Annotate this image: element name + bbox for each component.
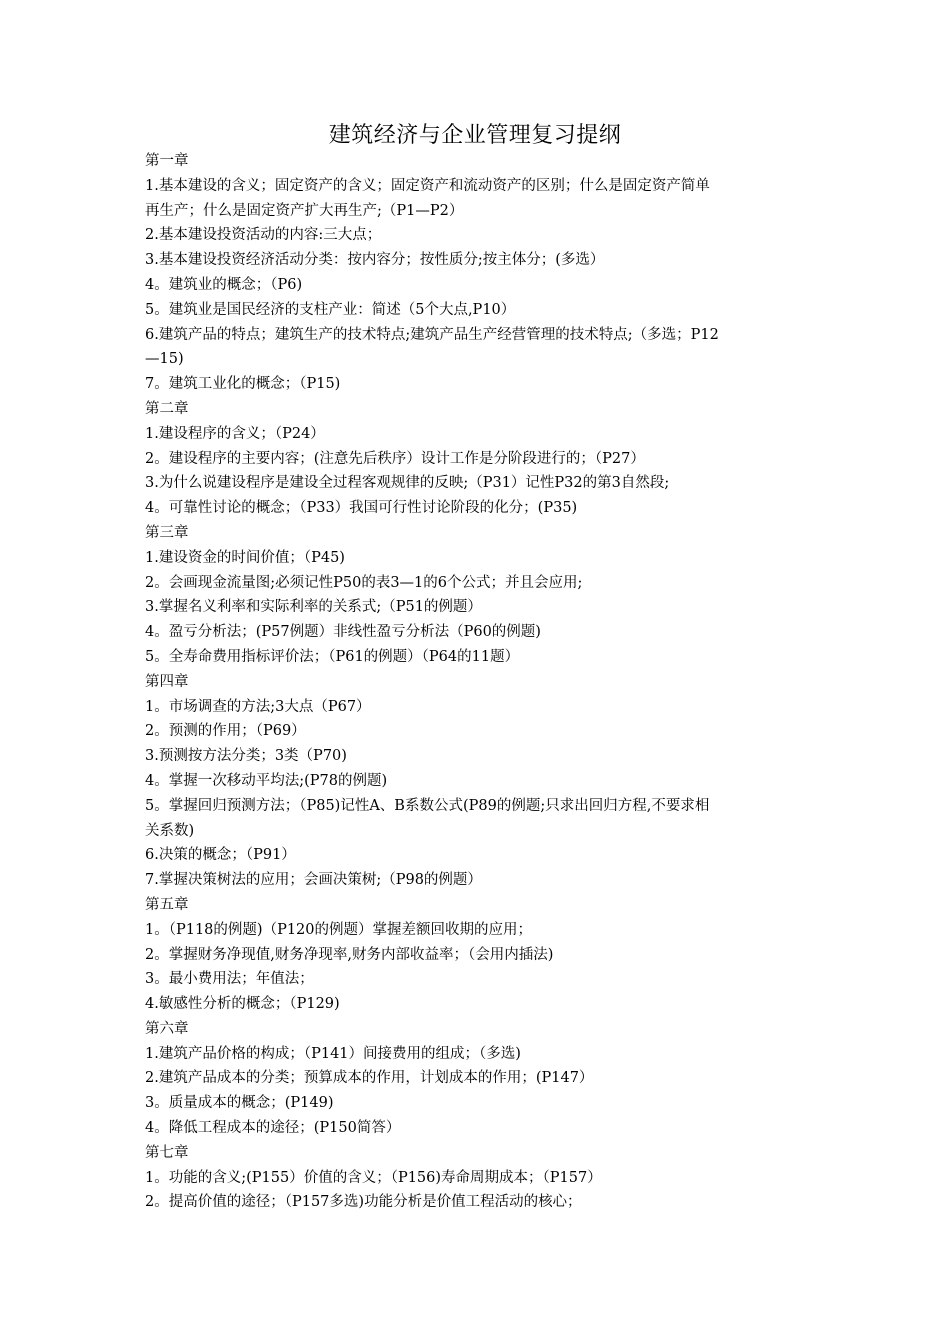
outline-line: 再生产；什么是固定资产扩大再生产;（P1—P2） <box>145 202 464 219</box>
outline-line: 3.基本建设投资经济活动分类：按内容分；按性质分;按主体分；(多选） <box>145 252 605 269</box>
outline-line: —15) <box>145 351 184 368</box>
outline-line: 4。掌握一次移动平均法;(P78的例题) <box>145 772 388 789</box>
chapter-heading: 第四章 <box>145 673 189 690</box>
chapter-heading: 第二章 <box>145 400 189 417</box>
outline-line: 1。功能的含义;(P155）价值的含义；（P156)寿命周期成本；（P157） <box>145 1169 602 1186</box>
outline-line: 6.建筑产品的特点；建筑生产的技术特点;建筑产品生产经营管理的技术特点;（多选；P12 <box>145 326 719 343</box>
chapter-heading: 第三章 <box>145 524 189 541</box>
outline-line: 2。建设程序的主要内容；(注意先后秩序）设计工作是分阶段进行的；（P27） <box>145 450 645 467</box>
outline-line: 2.基本建设投资活动的内容:三大点； <box>145 227 382 244</box>
outline-line: 3.掌握名义利率和实际利率的关系式;（P51的例题） <box>145 599 482 616</box>
chapter-heading: 第六章 <box>145 1020 189 1037</box>
chapter-heading: 第一章 <box>145 153 189 169</box>
document-body <box>145 149 810 1215</box>
outline-line: 3.预测按方法分类；3类（P70) <box>145 748 347 765</box>
outline-line: 3.为什么说建设程序是建设全过程客观规律的反映;（P31）记性P32的第3自然段; <box>145 475 670 492</box>
chapter-heading: 第五章 <box>145 896 189 913</box>
outline-line: 2.建筑产品成本的分类；预算成本的作用，计划成本的作用；(P147） <box>145 1070 594 1087</box>
outline-line: 1.建设资金的时间价值；（P45) <box>145 549 345 566</box>
outline-line: 6.决策的概念；（P91） <box>145 847 296 864</box>
outline-line: 3。质量成本的概念；(P149) <box>145 1095 334 1112</box>
outline-line: 1。市场调查的方法;3大点（P67） <box>145 698 371 715</box>
outline-line: 1.建筑产品价格的构成；（P141）间接费用的组成；（多选) <box>145 1045 521 1062</box>
outline-line: 关系数) <box>145 822 195 839</box>
outline-line: 1.建设程序的含义；（P24） <box>145 425 325 442</box>
chapter-heading: 第七章 <box>145 1144 189 1161</box>
outline-line: 4。降低工程成本的途径；(P150简答） <box>145 1120 401 1137</box>
outline-line: 5。建筑业是国民经济的支柱产业：简述（5个大点,P10） <box>145 301 516 318</box>
outline-line: 7。建筑工业化的概念；（P15) <box>145 376 341 393</box>
outline-line: 2。掌握财务净现值,财务净现率,财务内部收益率；（会用内插法) <box>145 946 554 963</box>
outline-line: 4.敏感性分析的概念；（P129) <box>145 996 340 1013</box>
outline-line: 3。最小费用法；年值法； <box>145 971 314 988</box>
outline-line: 4。盈亏分析法；(P57例题）非线性盈亏分析法（P60的例题) <box>145 624 541 641</box>
document-title: 建筑经济与企业管理复习提纲 <box>328 123 622 148</box>
outline-line: 5。全寿命费用指标评价法；（P61的例题）（P64的11题） <box>145 648 520 665</box>
outline-line: 2。会画现金流量图;必须记性P50的表3—1的6个公式；并且会应用; <box>145 574 583 591</box>
outline-line: 5。掌握回归预测方法；（P85)记性A、B系数公式(P89的例题;只求出回归方程,不要求相 <box>145 797 710 814</box>
outline-line: 2。预测的作用；（P69） <box>145 723 306 740</box>
outline-line: 1.基本建设的含义；固定资产的含义；固定资产和流动资产的区别；什么是固定资产简单 <box>145 177 710 194</box>
outline-line: 1。（P118的例题)（P120的例题）掌握差额回收期的应用； <box>145 921 532 938</box>
outline-line: 7.掌握决策树法的应用；会画决策树;（P98的例题） <box>145 872 482 889</box>
outline-line: 2。提高价值的途径；（P157多选)功能分析是价值工程活动的核心； <box>145 1194 582 1211</box>
outline-line: 4。建筑业的概念；（P6) <box>145 276 303 293</box>
outline-line: 4。可靠性讨论的概念；（P33）我国可行性讨论阶段的化分；(P35) <box>145 500 578 517</box>
